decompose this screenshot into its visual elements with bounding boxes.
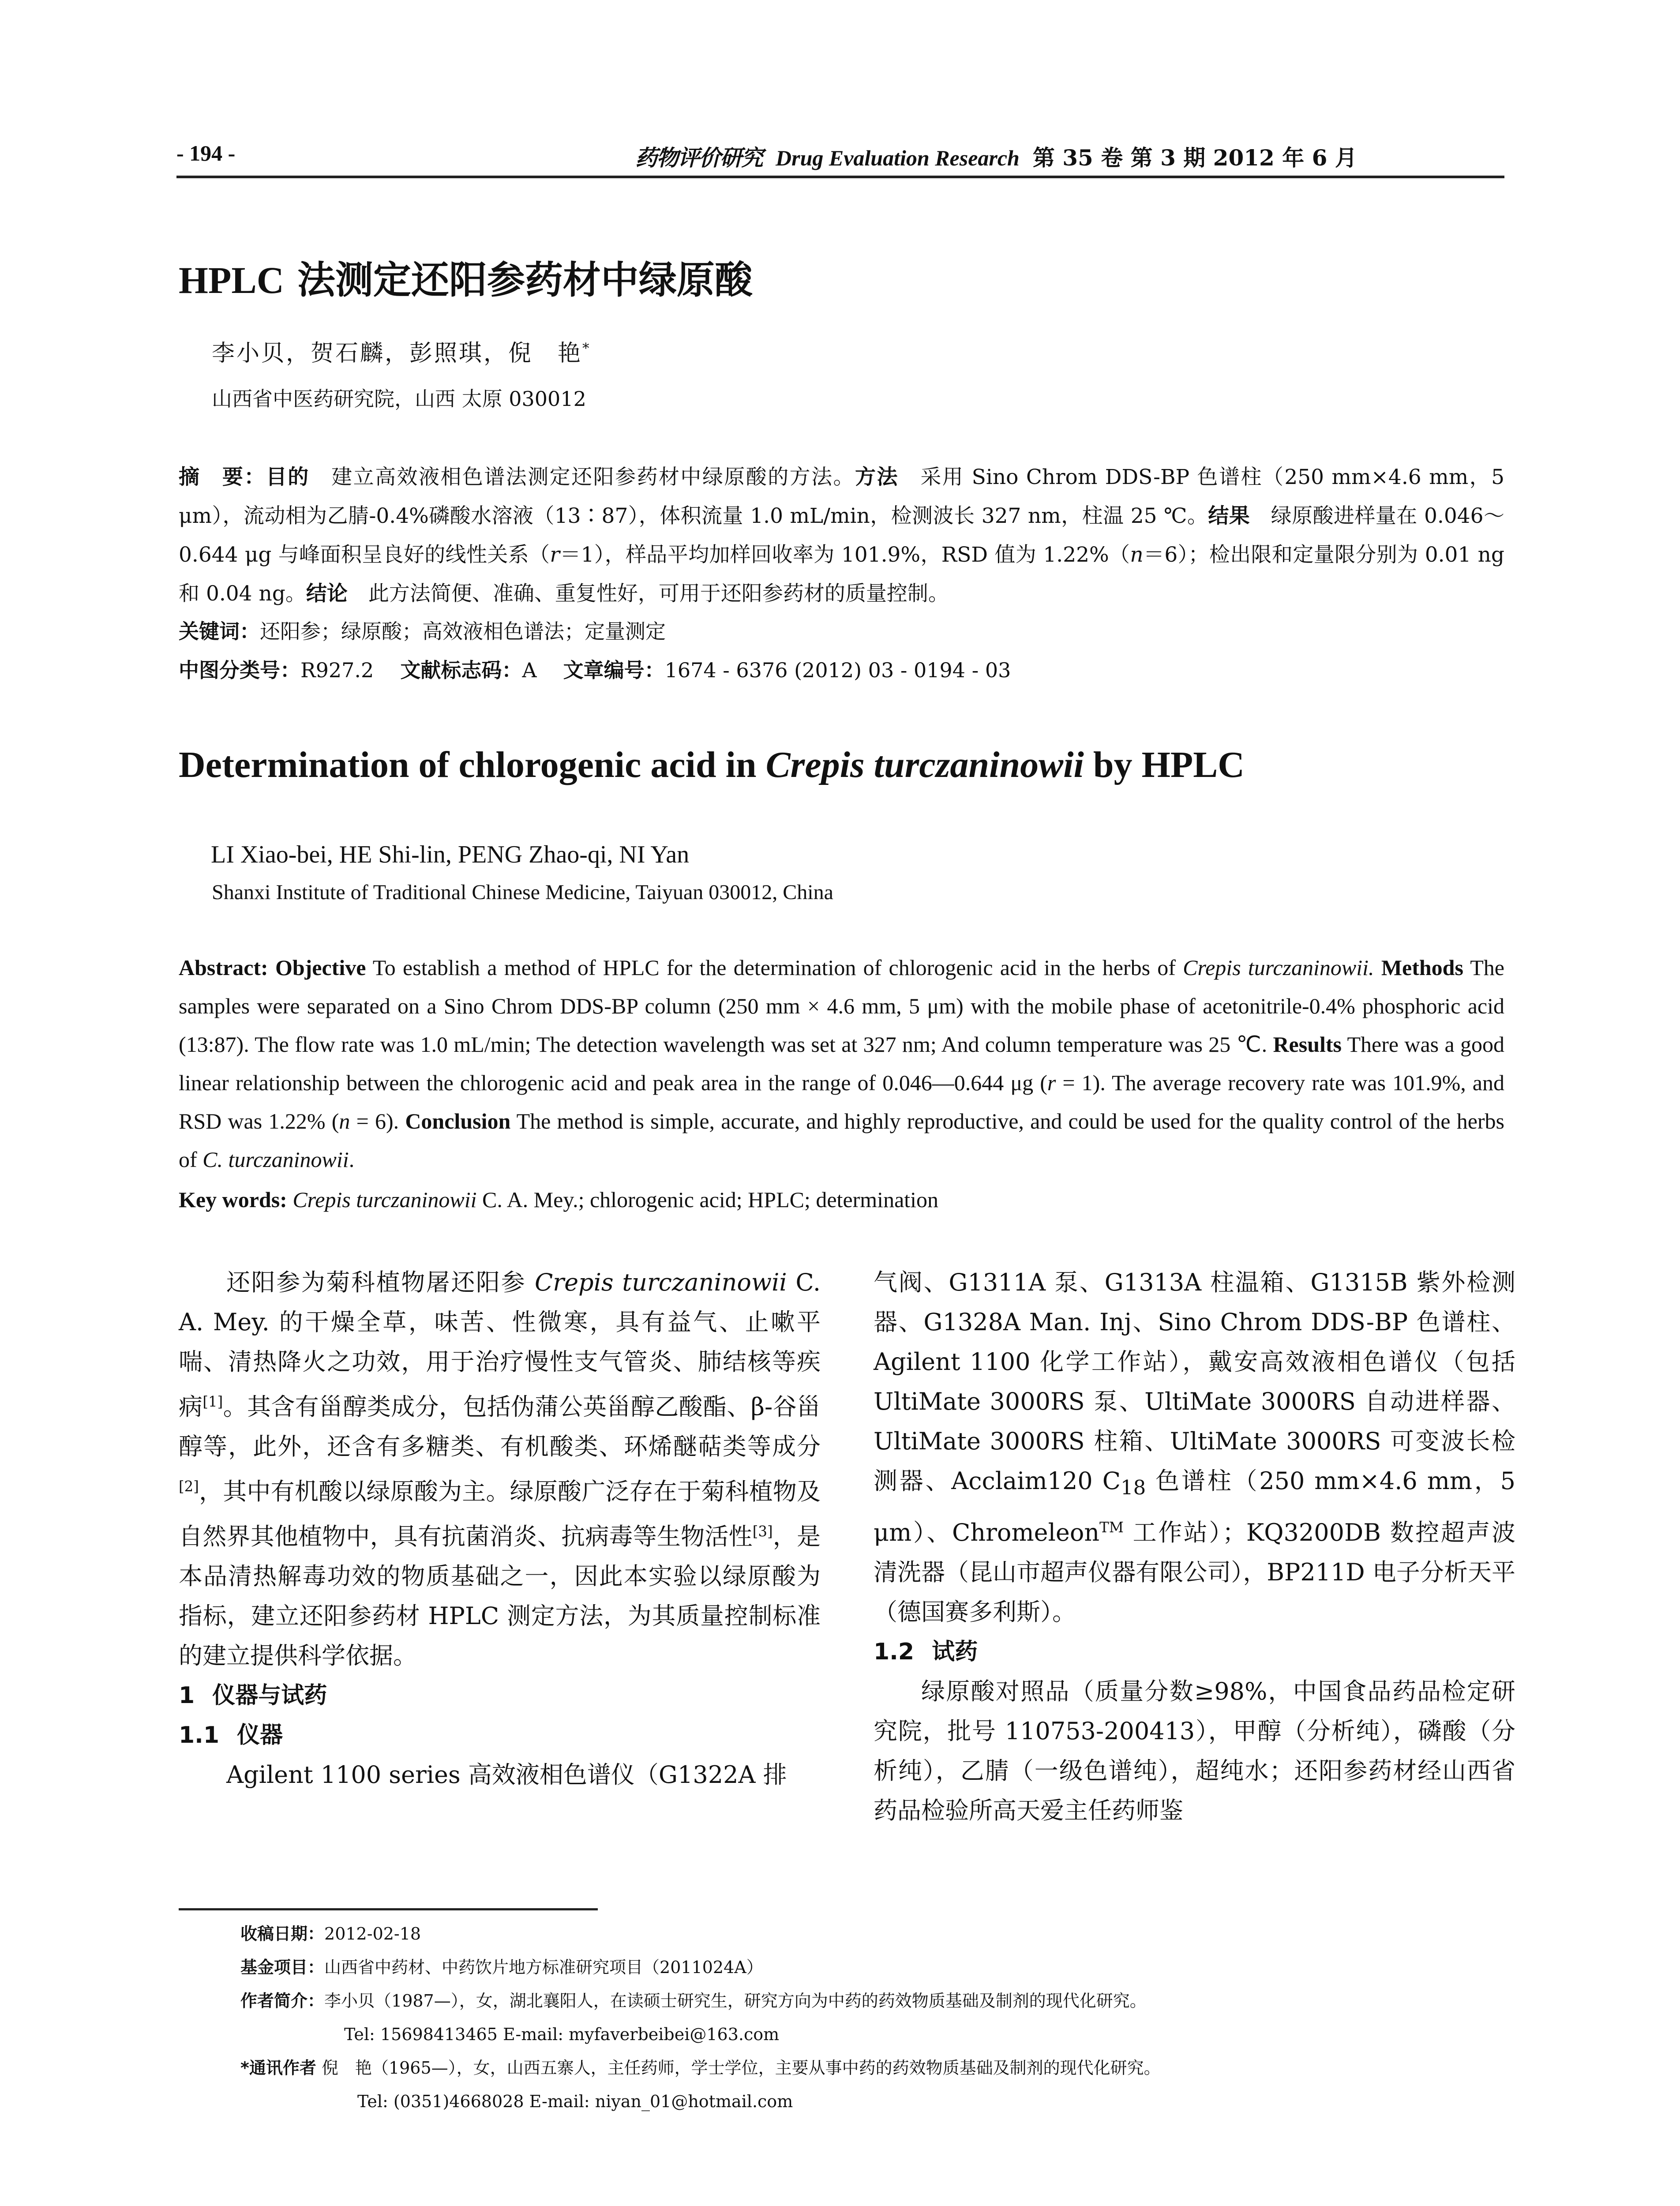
footnote-fund: 基金项目：山西省中药材、中药饮片地方标准研究项目（2011024A） bbox=[240, 1958, 763, 1977]
citation: [1] bbox=[202, 1393, 223, 1410]
body-column-left bbox=[179, 1263, 821, 1795]
article-title-en: Determination of chlorogenic acid in Crepis turczaninowii by HPLC bbox=[179, 744, 1245, 785]
article-title-cn: HPLC 法测定还阳参药材中绿原酸 bbox=[179, 258, 753, 302]
subsection-heading: 1.1 仪器 bbox=[179, 1722, 283, 1748]
footnote-author: 作者简介：李小贝（1987—），女，湖北襄阳人，在读硕士研究生，研究方向为中药的药效物质基础及制剂的现代化研究。 bbox=[240, 1991, 1147, 2011]
journal-info bbox=[635, 140, 1357, 172]
affiliation-en: Shanxi Institute of Traditional Chinese Medicine, Taiyuan 030012, China bbox=[212, 881, 833, 904]
keywords-en: Key words: Crepis turczaninowii C. A. Mey.; chlorogenic acid; HPLC; determination bbox=[179, 1187, 939, 1212]
journal-name-en: Drug Evaluation Research bbox=[776, 146, 1020, 170]
instruments-paragraph: Agilent 1100 series 高效液相色谱仪（G1322A 排 bbox=[226, 1761, 787, 1789]
footnote-corresponding: *通讯作者 倪 艳（1965—），女，山西五寨人，主任药师，学士学位，主要从事中药的药效物质基础及制剂的现代化研究。 bbox=[240, 2058, 1161, 2078]
running-header bbox=[176, 140, 1504, 178]
keywords-cn: 关键词：还阳参；绿原酸；高效液相色谱法；定量测定 bbox=[179, 619, 666, 643]
corresponding-mark: * bbox=[582, 340, 591, 356]
intro-paragraph: 还阳参为菊科植物屠还阳参 Crepis turczaninowii C. A. Mey. 的干燥全草，味苦、性微寒，具有益气、止嗽平喘、清热降火之功效，用于治疗慢性支气管炎、肺结核等疾病[1]。其含有甾醇类成分，包括伪蒲公英甾醇乙酸酯、β-谷甾醇等，此外，还含有多糖类、有机酸类、环烯醚萜类等成分[2]，其中有机酸以绿原酸为主。绿原酸广泛存在于菊科植物及自然界其他植物中，具有抗菌消炎、抗病毒等生物活性[3]，是本品清热解毒功效的物质基础之一，因此本实验以绿原酸为指标，建立还阳参药材 HPLC 测定方法，为其质量控制标准的建立提供科学依据。 bbox=[179, 1268, 821, 1670]
journal-logo: 药物评价研究 bbox=[635, 145, 762, 171]
body-column-right bbox=[874, 1263, 1515, 1831]
reagents-paragraph: 绿原酸对照品（质量分数≥98%，中国食品药品检定研究院，批号 110753-200413），甲醇（分析纯），磷酸（分析纯），乙腈（一级色谱纯），超纯水；还阳参药材经山西省药品检验所高天爱主任药师鉴 bbox=[874, 1677, 1515, 1824]
section-heading: 1 仪器与试药 bbox=[179, 1682, 327, 1709]
page-number: - 194 - bbox=[176, 141, 236, 165]
instruments-paragraph-cont: 气阀、G1311A 泵、G1313A 柱温箱、G1315B 紫外检测器、G1328A Man. Inj、Sino Chrom DDS-BP 色谱柱、Agilent 1100 化学工作站），戴安高效液相色谱仪（包括 UltiMate 3000RS 泵、UltiMate 3000RS 自动进样器、UltiMate 3000RS 柱箱、UltiMate 3000RS 可变波长检测器、Acclaim120 $C_{18}$ 色谱柱（250 mm×4.6 mm，5 μm）、Chromeleon™ 工作站）；KQ3200DB 数控超声波清洗器（昆山市超声仪器有限公司），BP211D 电子分析天平（德国赛多利斯）。 bbox=[874, 1268, 1515, 1626]
footnote-author-contact: Tel: 15698413465 E-mail: myfaverbeibei@163.com bbox=[344, 2025, 780, 2044]
citation: [3] bbox=[752, 1523, 773, 1540]
subsection-heading: 1.2 试药 bbox=[874, 1638, 978, 1665]
footnote-received: 收稿日期：2012-02-18 bbox=[240, 1924, 421, 1943]
affiliation-cn: 山西省中医药研究院，山西 太原 030012 bbox=[212, 387, 586, 411]
classification-line: 中图分类号：R927.2 文献标志码：A 文章编号：1674 - 6376 (2012) 03 - 0194 - 03 bbox=[179, 658, 1011, 682]
footnotes bbox=[240, 1917, 1161, 2118]
abstract-en: Abstract: Objective To establish a method of HPLC for the determination of chlorogenic acid in the herbs of Crepis turczaninowii. Methods The samples were separated on a Sino Chrom DDS-BP column (250 mm × 4.6 mm, 5 μm) with the mobile phase of acetonitrile-0.4% phosphoric acid (13:87). The flow rate was 1.0 mL/min; The detection wavelength was set at 327 nm; And column temperature was 25 ℃. Results There was a good linear relationship between the chlorogenic acid and peak area in the range of 0.046—0.644 μg (r = 1). The average recovery rate was 101.9%, and RSD was 1.22% (n = 6). Conclusion The method is simple, accurate, and highly reproductive, and could be used for the quality control of the herbs of C. turczaninowii. bbox=[179, 955, 1504, 1172]
abstract-cn: 摘 要：目的 建立高效液相色谱法测定还阳参药材中绿原酸的方法。方法 采用 Sino Chrom DDS-BP 色谱柱（250 mm×4.6 mm，5 μm），流动相为乙腈-0.4%磷酸水溶液（13∶87），体积流量 1.0 mL/min，检测波长 327 nm，柱温 25 ℃。结果 绿原酸进样量在 0.046～0.644 μg 与峰面积呈良好的线性关系（r＝1），样品平均加样回收率为 101.9%，RSD 值为 1.22%（n＝6）；检出限和定量限分别为 0.01 ng 和 0.04 ng。结论 此方法简便、准确、重复性好，可用于还阳参药材的质量控制。 bbox=[179, 465, 1505, 606]
citation: [2] bbox=[179, 1478, 199, 1495]
issue-info: 第 35 卷 第 3 期 2012 年 6 月 bbox=[1032, 145, 1357, 171]
authors-en: LI Xiao-bei, HE Shi-lin, PENG Zhao-qi, NI Yan bbox=[211, 841, 690, 868]
footnote-rule bbox=[179, 1908, 598, 1910]
footnote-corresponding-contact: Tel: (0351)4668028 E-mail: niyan_01@hotmail.com bbox=[357, 2092, 793, 2111]
authors-cn: 李小贝，贺石麟，彭照琪，倪 艳* bbox=[212, 340, 591, 367]
